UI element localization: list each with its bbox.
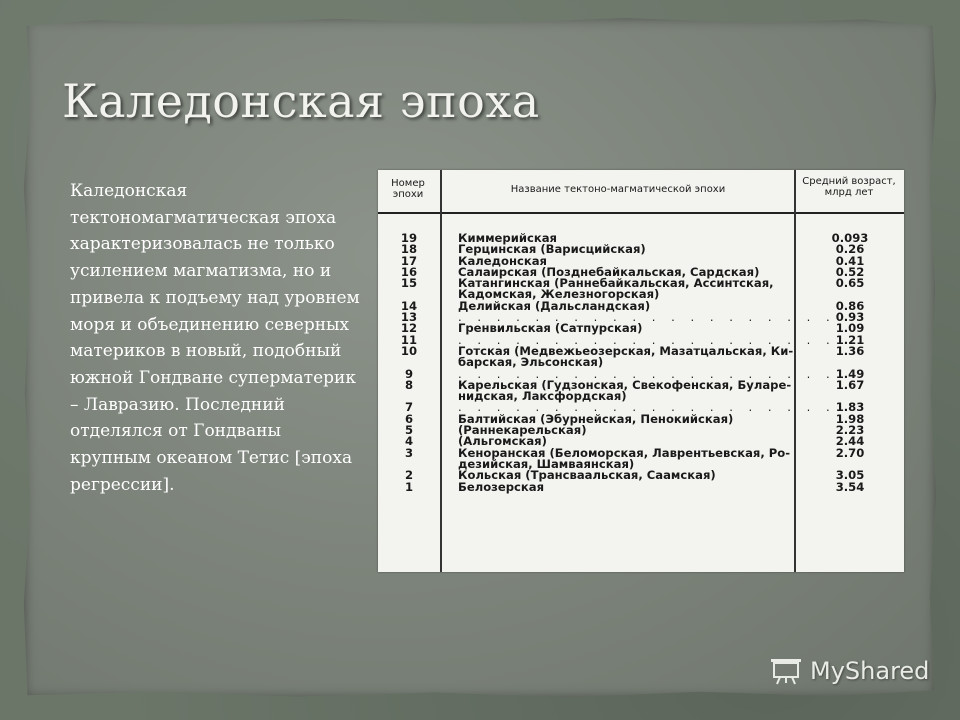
header-epoch-number: Номер эпохи xyxy=(391,178,425,200)
epoch-age-cell: 0.93 xyxy=(835,310,865,325)
header-epoch-name: Название тектоно-магматической эпохи xyxy=(510,184,726,195)
table-row xyxy=(378,425,904,436)
table-row xyxy=(378,244,904,255)
epoch-age-cell: 0.41 xyxy=(835,253,865,268)
epoch-number-cell: 14 xyxy=(400,298,418,313)
epoch-name-cell: нидская, Лаксфордская) xyxy=(458,389,627,404)
myshared-watermark xyxy=(768,656,929,686)
epoch-age-cell: 2.23 xyxy=(835,423,865,438)
epoch-table xyxy=(378,170,904,572)
header-average-age: Средний возраст, млрд лет xyxy=(802,176,896,198)
epoch-name-cell: Киммерийская xyxy=(458,231,557,245)
watermark-text: MyShared xyxy=(810,657,930,685)
epoch-number-cell: 16 xyxy=(400,264,418,279)
epoch-age-cell: 1.67 xyxy=(835,377,865,392)
epoch-number-cell: 7 xyxy=(404,400,414,415)
epoch-number-cell: 13 xyxy=(400,310,418,325)
epoch-name-cell: Белозерская xyxy=(458,479,545,494)
table-row xyxy=(378,479,904,494)
epoch-number-cell: 3 xyxy=(404,445,414,460)
epoch-age-cell: 0.52 xyxy=(835,264,865,279)
epoch-number-cell: 8 xyxy=(404,377,414,392)
epoch-age-cell: 0.86 xyxy=(835,298,865,313)
epoch-number-cell: 17 xyxy=(400,253,418,268)
epoch-name-cell: Делийская (Дальсландская) xyxy=(458,298,651,313)
epoch-age-cell: 1.21 xyxy=(835,332,865,347)
epoch-name-cell: (Альгомская) xyxy=(458,434,547,449)
epoch-name-cell: . . . . . . . . . . . . . . . . . . . . xyxy=(458,332,836,347)
epoch-name-cell: Готская (Медвежьеозерская, Мазатцальская, Ки- xyxy=(458,343,794,358)
epoch-number-cell: 2 xyxy=(404,468,414,483)
table-row xyxy=(378,470,904,481)
epoch-age-cell: 3.54 xyxy=(835,479,865,494)
epoch-name-cell: Кадомская, Железногорская) xyxy=(458,287,660,302)
epoch-age-cell: 1.98 xyxy=(835,411,865,426)
epoch-number-cell: 19 xyxy=(400,231,418,245)
epoch-age-cell: 1.49 xyxy=(835,366,865,381)
epoch-name-cell: Катангинская (Раннебайкальская, Ассинтская, xyxy=(458,276,774,291)
epoch-number-cell: 10 xyxy=(400,343,418,358)
epoch-number-cell: 5 xyxy=(404,423,414,438)
epoch-age-cell: 0.65 xyxy=(835,276,865,291)
epoch-name-cell: Балтийская (Эбурнейская, Пенокийская) xyxy=(458,411,734,426)
epoch-age-cell: 3.05 xyxy=(835,468,865,483)
epoch-number-cell: 15 xyxy=(400,276,418,291)
table-body xyxy=(378,233,904,493)
epoch-number-cell: 4 xyxy=(404,434,414,449)
epoch-name-cell: Герцинская (Варисцийская) xyxy=(458,242,646,257)
presentation-board-icon xyxy=(768,656,804,686)
epoch-age-cell: 1.36 xyxy=(835,343,865,358)
epoch-number-cell: 9 xyxy=(404,366,414,381)
epoch-age-cell: 1.09 xyxy=(835,321,865,336)
epoch-number-cell: 12 xyxy=(400,321,418,336)
epoch-age-cell: 2.44 xyxy=(835,434,865,449)
epoch-name-cell: Карельская (Гудзонская, Свекофенская, Буларе- xyxy=(458,377,792,392)
table-row xyxy=(378,377,904,392)
epoch-number-cell: 1 xyxy=(404,479,414,494)
table-row xyxy=(378,445,904,460)
slide-title: Каледонская эпоха xyxy=(62,74,540,128)
epoch-name-cell: дезийская, Шамваянская) xyxy=(458,456,635,471)
epoch-name-cell: . . . . . . . . . . . . . . . . . . . . xyxy=(458,400,836,415)
epoch-name-cell: . . . . . . . . . . . . . . . . . . . . xyxy=(458,310,836,325)
epoch-number-cell: 11 xyxy=(400,332,418,347)
epoch-age-cell: 1.83 xyxy=(835,400,865,415)
epoch-number-cell: 6 xyxy=(404,411,414,426)
table-row xyxy=(378,343,904,358)
epoch-name-cell: (Раннекарельская) xyxy=(458,423,587,438)
epoch-name-cell: Каледонская xyxy=(458,253,548,268)
table-row xyxy=(378,411,904,426)
epoch-name-cell: Кольская (Трансваальская, Саамская) xyxy=(458,468,716,483)
epoch-name-cell: . . . . . . . . . . . . . . . . . . . . xyxy=(458,366,836,381)
epoch-name-cell: Кеноранская (Беломорская, Лаврентьевская, Ро- xyxy=(458,445,791,460)
slide-body-text: Каледонская тектономагматическая эпоха характеризовалась не только усилением магматизма, но и привела к подъему над уровнем моря и объединению северных материков в новый, подобный южной Гондване суперматерик – Лавразию. Последний отделялся от Гондваны крупным океаном Тетис [эпоха регрессии]. xyxy=(70,181,360,495)
epoch-age-cell: 2.70 xyxy=(835,445,865,460)
table-header xyxy=(378,170,904,214)
epoch-name-cell: Гренвильская (Сатпурская) xyxy=(458,321,643,336)
epoch-age-cell: 0.093 xyxy=(831,231,869,245)
epoch-number-cell: 18 xyxy=(400,242,418,257)
epoch-age-cell: 0.26 xyxy=(835,242,865,257)
epoch-name-cell: барская, Эльсонская) xyxy=(458,355,604,370)
epoch-name-cell: Салаирская (Позднебайкальская, Сардская) xyxy=(458,264,760,279)
